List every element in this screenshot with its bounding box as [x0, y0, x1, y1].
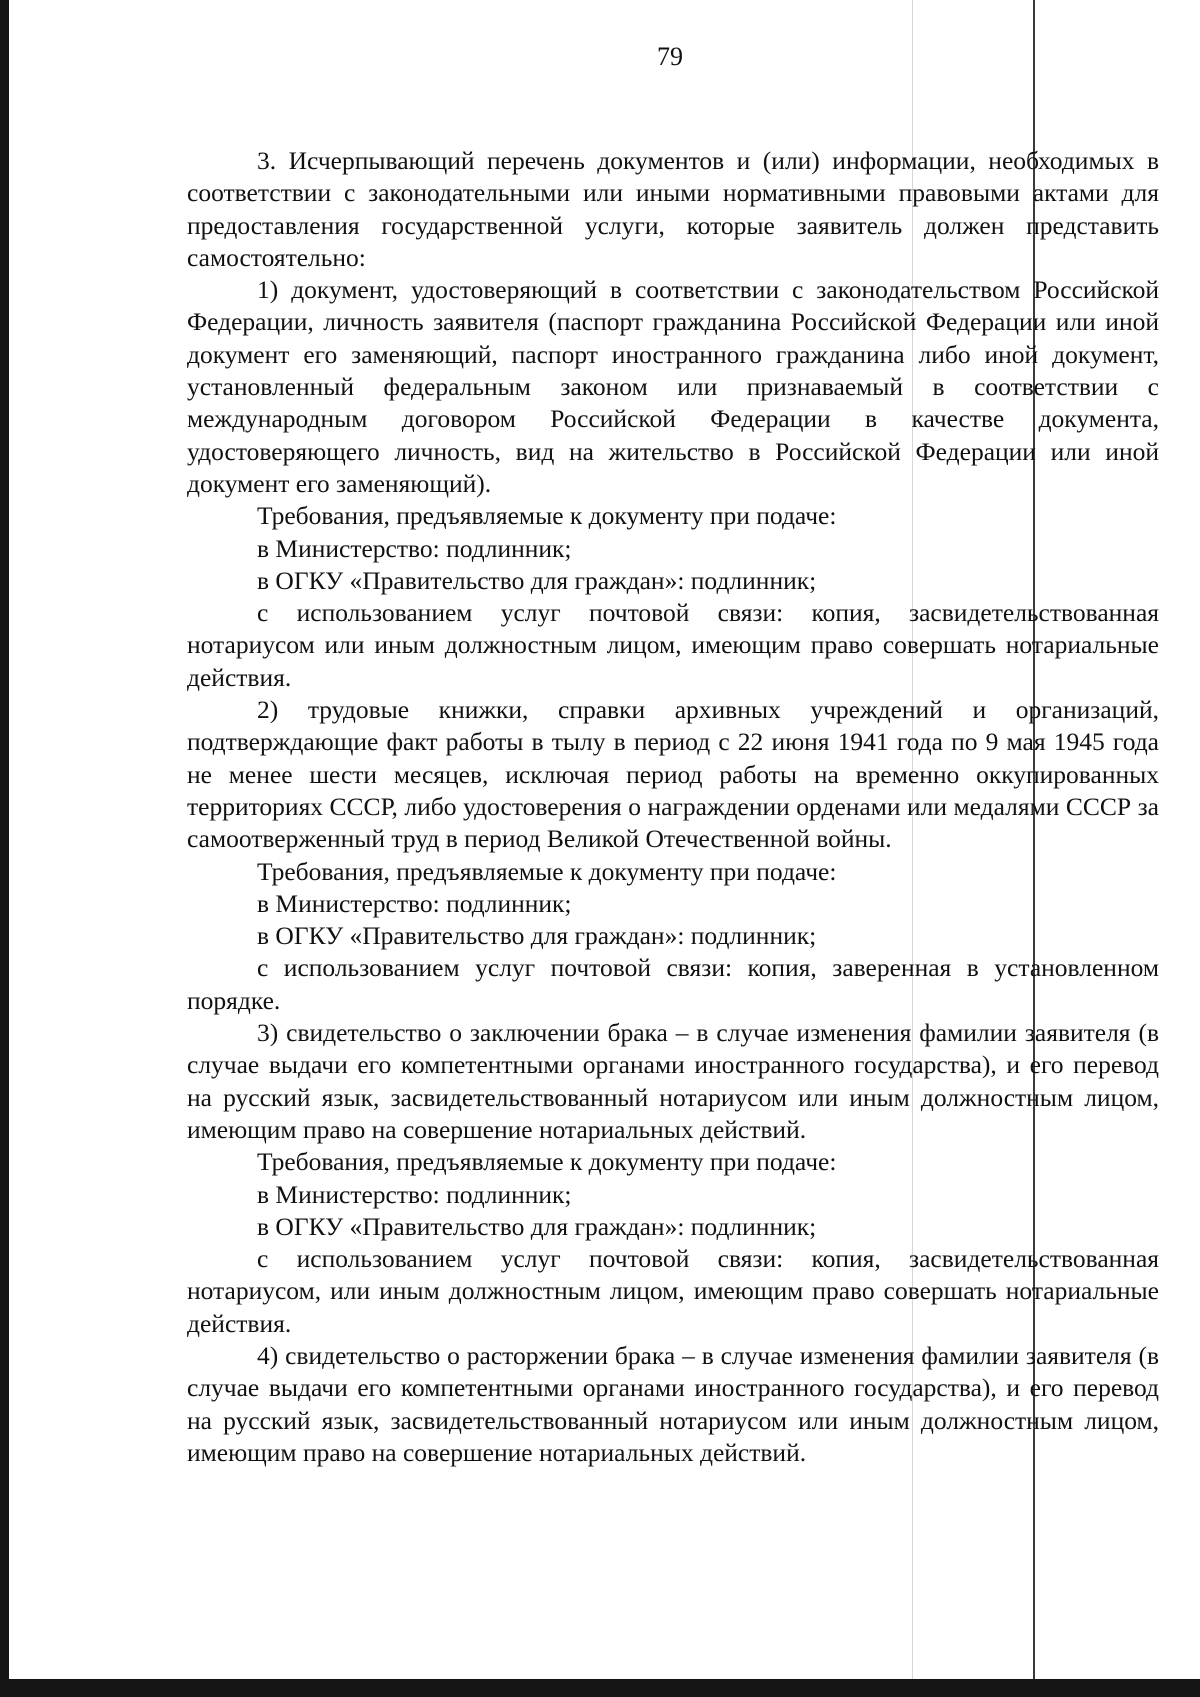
paragraph: 1) документ, удостоверяющий в соответствии с законодательством Российской Федерации, личность заявителя (паспорт гражданина Российской Федерации или иной документ его заменяющий, паспорт иностранного гражданина либо иной документ, установленный федеральным законом или признаваемый в соответствии с международным договором Российской Федерации в качестве документа, удостоверяющего личность, вид на жительство в Российской Федерации или иной документ его заменяющий). — [187, 275, 1159, 498]
paragraph: 2) трудовые книжки, справки архивных учреждений и организаций, подтверждающие факт работы в тылу в период с 22 июня 1941 года по 9 мая 1945 года не менее шести месяцев, исключая период работы на временно оккупированных территориях СССР, либо удостоверения о награждении орденами или медалями СССР за самоотверженный труд в период Великой Отечественной войны. — [187, 695, 1159, 854]
paragraph: 3) свидетельство о заключении брака – в случае изменения фамилии заявителя (в случае выдачи его компетентными органами иностранного государства), и его перевод на русский язык, засвидетельствованный нотариусом или иным должностным лицом, имеющим право на совершение нотариальных действий. — [187, 1018, 1159, 1144]
paragraph: 4) свидетельство о расторжении брака – в случае изменения фамилии заявителя (в случае выдачи его компетентными органами иностранного государства), и его перевод на русский язык, засвидетельствованный нотариусом или иным должностным лицом, имеющим право на совершение нотариальных действий. — [187, 1340, 1159, 1467]
paragraph: в ОГКУ «Правительство для граждан»: подлинник; — [257, 1211, 817, 1241]
paragraph: Требования, предъявляемые к документу при подаче: — [257, 501, 837, 531]
paragraph: в ОГКУ «Правительство для граждан»: подлинник; — [257, 921, 817, 951]
page-number: 79 — [657, 42, 683, 71]
paragraph: в ОГКУ «Правительство для граждан»: подлинник; — [257, 565, 817, 595]
paragraph: Требования, предъявляемые к документу при подаче: — [257, 1147, 837, 1177]
paragraph: в Министерство: подлинник; — [257, 1179, 572, 1209]
scan-edge-bottom — [0, 1679, 1200, 1697]
scan-edge-left — [0, 0, 9, 1697]
paragraph: с использованием услуг почтовой связи: копия, заверенная в установленном порядке. — [187, 953, 1159, 1015]
paragraph: с использованием услуг почтовой связи: копия, засвидетельствованная нотариусом, или иным должностным лицом, имеющим право совершать нотариальные действия. — [187, 1244, 1159, 1338]
paragraph: в Министерство: подлинник; — [257, 888, 572, 918]
document-body — [187, 145, 1159, 1469]
paragraph: 3. Исчерпывающий перечень документов и (или) информации, необходимых в соответствии с законодательными или иными нормативными правовыми актами для предоставления государственной услуги, которые заявитель должен представить самостоятельно: — [187, 146, 1159, 272]
paragraph: с использованием услуг почтовой связи: копия, засвидетельствованная нотариусом или иным должностным лицом, имеющим право совершать нотариальные действия. — [187, 598, 1159, 692]
paragraph: Требования, предъявляемые к документу при подаче: — [257, 856, 837, 886]
paragraph: в Министерство: подлинник; — [257, 533, 572, 563]
